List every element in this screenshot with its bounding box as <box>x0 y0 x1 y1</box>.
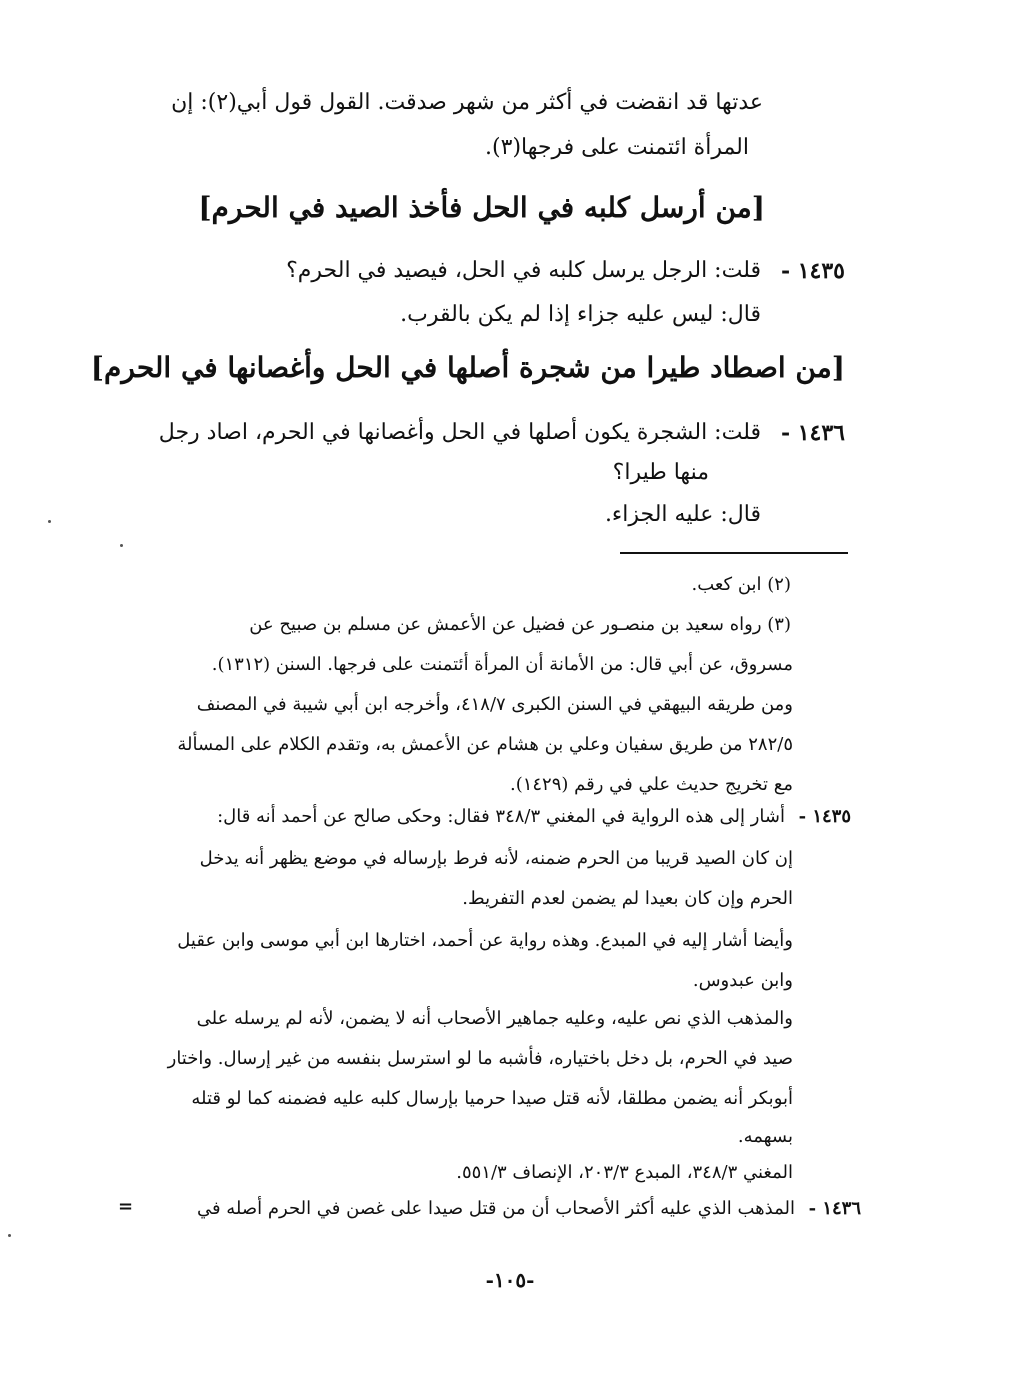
entry-1436-answer: قال: عليه الجزاء. <box>604 502 761 527</box>
note-number-1435: ١٤٣٥ - <box>798 806 851 827</box>
section-heading-1436: [من اصطاد طيرا من شجرة أصلها في الحل وأغصانها في الحرم] <box>90 351 845 384</box>
note-1435-line-9: بسهمه. <box>737 1126 793 1147</box>
entry-number-1435: ١٤٣٥ - <box>780 258 845 284</box>
note-1435-line-3: الحرم وإن كان بعيدا لم يضمن لعدم التفريط. <box>462 888 793 909</box>
footnote-3-line-5: مع تخريج حديث علي في رقم (١٤٢٩). <box>509 774 793 795</box>
footnote-3-line-3: ومن طريقه البيهقي في السنن الكبرى ٤١٨/٧، وأخرجه ابن أبي شيبة في المصنف <box>196 694 793 715</box>
entry-1435-answer: قال: ليس عليه جزاء إذا لم يكن بالقرب. <box>400 302 761 327</box>
entry-number-1436: ١٤٣٦ - <box>780 420 845 446</box>
note-1435-line-1: أشار إلى هذه الرواية في المغني ٣٤٨/٣ فقال: وحكى صالح عن أحمد أنه قال: <box>217 806 785 827</box>
note-1435-line-2: إن كان الصيد قريبا من الحرم ضمنه، لأنه فرط بإرساله في موضع يظهر أنه يدخل <box>199 848 793 869</box>
note-1435-line-10: المغني ٣٤٨/٣، المبدع ٢٠٣/٣، الإنصاف ٥٥١/٣. <box>456 1162 793 1183</box>
footnote-3-line-2: مسروق، عن أبي قال: من الأمانة أن المرأة أئتمنت على فرجها. السنن (١٣١٢). <box>211 654 793 675</box>
note-1435-line-7: صيد في الحرم، بل دخل باختياره، فأشبه ما لو استرسل بنفسه من غير إرسال. واختار <box>167 1048 793 1069</box>
footnote-3-line-4: ٢٨٢/٥ من طريق سفيان وعلي بن هشام عن الأعمش به، وتقدم الكلام على المسألة <box>177 734 793 755</box>
scan-speck <box>48 520 51 523</box>
footnote-3-line-1: (٣) رواه سعيد بن منصـور عن فضيل عن الأعمش عن مسلم بن صبيح عن <box>249 614 791 635</box>
section-heading-1435: [من أرسل كلبه في الحل فأخذ الصيد في الحرم] <box>198 191 765 224</box>
continuation-mark: = <box>118 1196 134 1217</box>
scan-speck <box>120 544 123 547</box>
continuation-line-1: عدتها قد انقضت في أكثر من شهر صدقت. القول قول أبي(٢): إن <box>171 90 763 115</box>
footnote-2: (٢) ابن كعب. <box>691 574 791 595</box>
page-number: -١٠٥- <box>485 1268 535 1292</box>
note-1435-line-4: وأيضا أشار إليه في المبدع. وهذه رواية عن أحمد، اختارها ابن أبي موسى وابن عقيل <box>177 930 793 951</box>
entry-1436-question-line-1: قلت: الشجرة يكون أصلها في الحل وأغصانها في الحرم، اصاد رجل <box>158 420 761 445</box>
scan-speck <box>8 1234 11 1237</box>
footnote-separator <box>620 552 848 554</box>
entry-1436-question-line-2: منها طيرا؟ <box>612 460 709 485</box>
note-1435-line-6: والمذهب الذي نص عليه، وعليه جماهير الأصحاب أنه لا يضمن، لأنه لم يرسله على <box>196 1008 793 1029</box>
note-1436-line-1: المذهب الذي عليه أكثر الأصحاب أن من قتل صيدا على غصن في الحرم أصله في <box>196 1198 795 1219</box>
entry-1435-question: قلت: الرجل يرسل كلبه في الحل، فيصيد في الحرم؟ <box>286 258 761 283</box>
note-1435-line-5: وابن عبدوس. <box>692 970 793 991</box>
note-1435-line-8: أبوبكر أنه يضمن مطلقا، لأنه قتل صيدا حرميا بإرسال كلبه عليه فضمنه كما لو قتله <box>191 1088 793 1109</box>
note-number-1436: ١٤٣٦ - <box>808 1198 861 1219</box>
continuation-line-2: المرأة ائتمنت على فرجها(٣). <box>485 135 749 160</box>
